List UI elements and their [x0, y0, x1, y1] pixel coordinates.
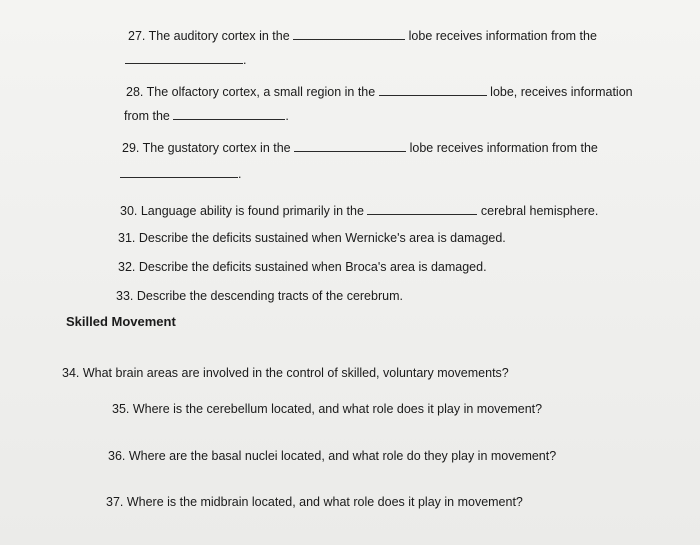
question-29: 29. The gustatory cortex in the lobe receives information from the	[122, 141, 598, 155]
question-27-continued: .	[125, 52, 246, 68]
blank-28a[interactable]	[379, 84, 487, 96]
blank-27b[interactable]	[125, 52, 243, 64]
blank-30[interactable]	[367, 203, 477, 215]
blank-28b[interactable]	[173, 108, 285, 120]
question-28: 28. The olfactory cortex, a small region in the lobe, receives information	[126, 85, 633, 99]
question-31: 31. Describe the deficits sustained when Wernicke's area is damaged.	[118, 231, 506, 245]
question-28-continued: from the .	[124, 109, 289, 123]
section-heading: Skilled Movement	[66, 314, 176, 329]
question-32: 32. Describe the deficits sustained when Broca's area is damaged.	[118, 260, 487, 274]
question-27: 27. The auditory cortex in the lobe receives information from the	[128, 29, 597, 43]
question-37: 37. Where is the midbrain located, and what role does it play in movement?	[106, 495, 523, 509]
blank-29b[interactable]	[120, 166, 238, 178]
blank-27a[interactable]	[293, 28, 405, 40]
question-30: 30. Language ability is found primarily in the cerebral hemisphere.	[120, 204, 599, 218]
question-36: 36. Where are the basal nuclei located, and what role do they play in movement?	[108, 449, 557, 463]
question-35: 35. Where is the cerebellum located, and what role does it play in movement?	[112, 402, 543, 416]
blank-29a[interactable]	[294, 140, 406, 152]
question-33: 33. Describe the descending tracts of the cerebrum.	[116, 289, 403, 303]
question-29-continued: .	[120, 166, 241, 182]
question-34: 34. What brain areas are involved in the control of skilled, voluntary movements?	[62, 366, 509, 380]
